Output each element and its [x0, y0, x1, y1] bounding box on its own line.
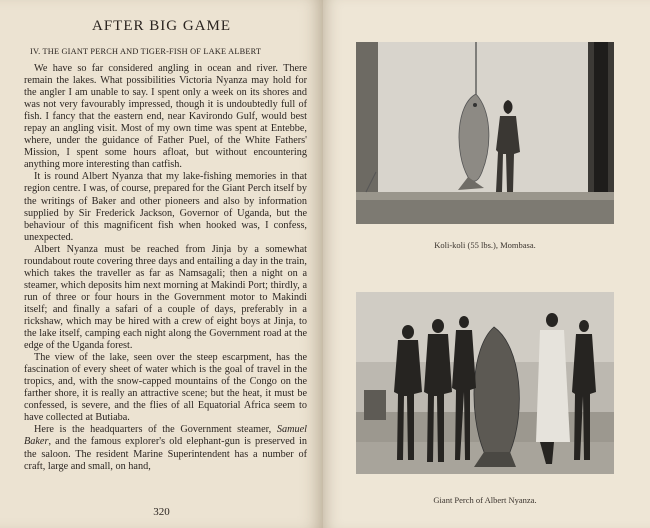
right-page — [323, 0, 650, 528]
photo-giant-perch — [356, 292, 614, 474]
steamer-name: Samuel Baker — [24, 424, 307, 448]
paragraph: It is round Albert Nyanza that my lake-fishing memories in that region centre. I was, of course, prepared for the Giant Perch itself by the writings of Baker and other pioneers and also by information supplied by Sir Frederick Jackson, Governor of Uganda, but the behaviour of this magnificent fish when hooked was, I confess, unexpected. — [24, 171, 307, 243]
paragraph-last-tail: , and the famous explorer's old elephant-gun is preserved in the saloon. The resident Marine Superintendent has a number of craft, large and small, on hand, — [24, 436, 307, 472]
paragraph-last — [24, 424, 307, 472]
photo-koli-koli — [356, 42, 614, 224]
caption-top: Koli-koli (55 lbs.), Mombasa. — [434, 240, 536, 250]
page-number: 320 — [153, 506, 170, 518]
paragraph-last-lead: Here is the headquarters of the Government steamer, — [34, 424, 277, 436]
left-page — [0, 0, 323, 528]
section-heading: IV. THE GIANT PERCH AND TIGER-FISH OF LAKE ALBERT — [30, 47, 262, 56]
paragraph: The view of the lake, seen over the steep escarpment, has the fascination of every sheet of water which is the goal of travel in the tropics, and, with the snow-capped mountains of the Congo on the farther shore, it is really an attractive scene; but the heat, it must be confessed, is severe, and the flies of all Equatorial Africa seem to have collected at Butiaba. — [24, 352, 307, 424]
paragraph: Albert Nyanza must be reached from Jinja by a somewhat roundabout route covering three days and entailing a day in the train, which takes the traveller as far as Namsagali; then a night on a steamer, which deposits him next morning at Makindi Port; thirdly, a run of three or four hours in the Government motor to Makindi itself; and finally a safari of a couple of days, preferably in a rickshaw, which may be hired with a crew of eight boys at Jinja, to the lake itself, camping each night along the Government road at the edge of the Uganda forest. — [24, 243, 307, 352]
caption-bottom: Giant Perch of Albert Nyanza. — [433, 495, 537, 505]
body-text — [24, 63, 307, 473]
paragraph: We have so far considered angling in ocean and river. There remain the lakes. What possibilities Victoria Nyanza may hold for the angler I am unable to say. I spent only a week on its shores and was not very favourably impressed, though it is undoubtedly full of fish. I fancy that the eastern end, near Kavirondo Gulf, would best repay an angling visit. Most of my own time was spent at Entebbe, where, under the guidance of Father Puel, of the White Fathers' Mission, I spent some hours afloat, but without encountering anything more interesting than catfish. — [24, 63, 307, 171]
running-head: AFTER BIG GAME — [91, 18, 231, 34]
